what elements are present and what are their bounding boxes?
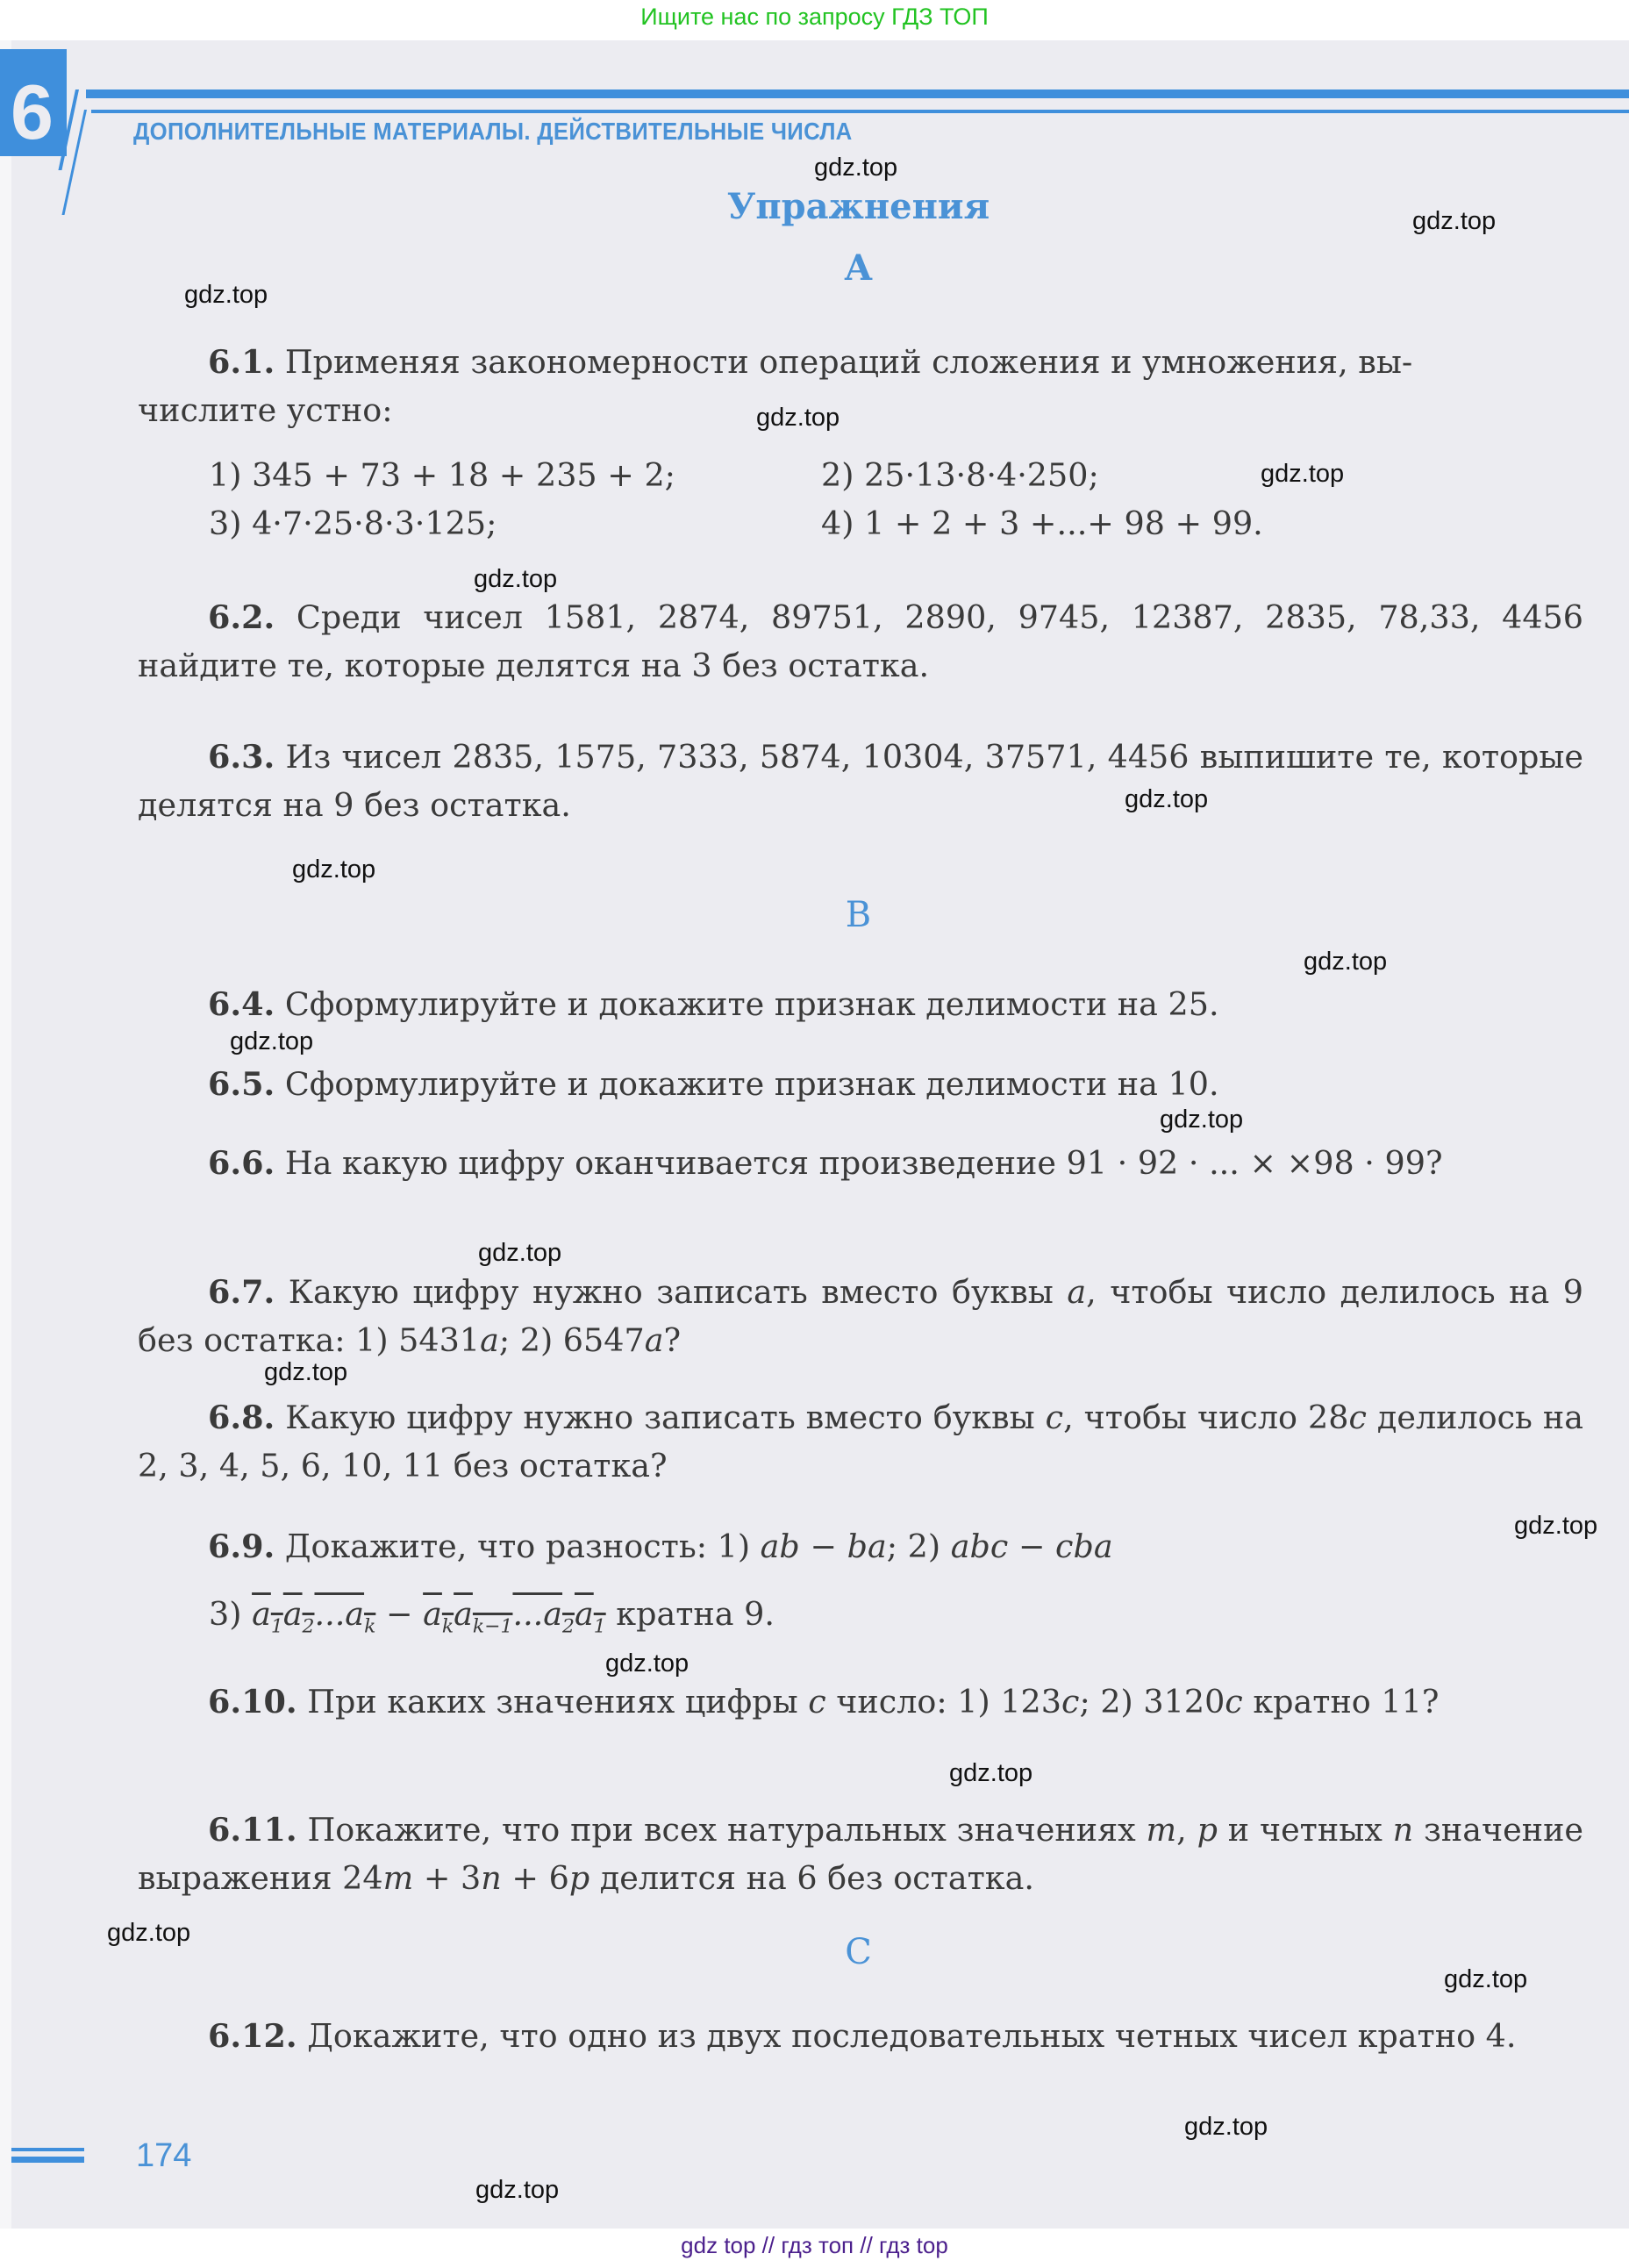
watermark: gdz.top bbox=[1184, 2113, 1268, 2141]
exercise-6-1-item-2: 2) 25·13·8·4·250; bbox=[821, 456, 1099, 494]
watermark: gdz.top bbox=[1514, 1512, 1598, 1540]
level-heading-a: A bbox=[844, 247, 873, 289]
exercise-text: , bbox=[1176, 1811, 1197, 1849]
exercise-text: Покажите, что при всех натуральных значениях bbox=[307, 1811, 1147, 1849]
exercise-number: 6.8. bbox=[208, 1399, 275, 1436]
exercise-6-1 bbox=[138, 338, 1583, 434]
top-banner[interactable] bbox=[0, 0, 1629, 40]
exercise-text: Сформулируйте и докажите признак делимости на 25. bbox=[284, 985, 1219, 1023]
number-a1-ak: $a_1a_2...a_k$ bbox=[252, 1595, 376, 1638]
chapter-number: 6 bbox=[11, 68, 54, 155]
variable: c bbox=[1348, 1399, 1367, 1436]
expression: abc − cba bbox=[950, 1528, 1113, 1565]
variable: m bbox=[382, 1859, 414, 1897]
watermark: gdz.top bbox=[475, 2176, 560, 2204]
expression: ab − ba bbox=[760, 1528, 887, 1565]
page-edge bbox=[0, 40, 11, 2229]
exercise-number: 6.6. bbox=[208, 1144, 275, 1182]
watermark: gdz.top bbox=[814, 154, 898, 182]
exercise-6-9-item-3: 3) $a_1a_2...a_k - a_ka_{k-1}...a_2a_1$ кратна 9. bbox=[209, 1595, 775, 1638]
exercise-6-12 bbox=[138, 2012, 1583, 2060]
exercise-text: числите устно: bbox=[138, 391, 393, 429]
variable: a bbox=[644, 1321, 664, 1359]
exercise-text: делилось на 2, 3, 4, 5, 6, 10, 11 без остатка? bbox=[138, 1399, 1583, 1485]
exercise-text: число: 1) 123 bbox=[825, 1683, 1061, 1721]
exercise-text: , чтобы число 28 bbox=[1063, 1399, 1349, 1436]
exercise-text: делится на 6 без остатка. bbox=[589, 1859, 1034, 1897]
exercise-text: Докажите, что одно из двух последовательных четных чисел кратно 4. bbox=[307, 2017, 1517, 2055]
watermark: gdz.top bbox=[1261, 460, 1345, 488]
watermark: gdz.top bbox=[264, 1358, 348, 1386]
chapter-number-badge bbox=[0, 49, 67, 156]
variable: n bbox=[481, 1859, 502, 1897]
header-rule-thin bbox=[91, 110, 1629, 113]
exercise-text: , чтобы число делилось на 9 без остатка: 1) 5431 bbox=[138, 1273, 1583, 1359]
page-number-rule bbox=[11, 2148, 84, 2151]
exercise-6-8 bbox=[138, 1393, 1583, 1490]
exercise-number: 6.3. bbox=[208, 738, 275, 776]
watermark: gdz.top bbox=[1412, 207, 1497, 235]
exercise-text: ; 2) 3120 bbox=[1079, 1683, 1225, 1721]
exercise-text: На какую цифру оканчивается произведение 91 · 92 · ... × ×98 · 99? bbox=[284, 1144, 1443, 1182]
exercise-text: Докажите, что разность: 1) bbox=[284, 1528, 761, 1565]
page-number-rule bbox=[11, 2157, 84, 2163]
exercise-text: кратна 9. bbox=[616, 1595, 775, 1633]
variable: c bbox=[808, 1683, 826, 1721]
exercise-6-2 bbox=[138, 593, 1583, 690]
exercise-number: 6.12. bbox=[208, 2017, 297, 2055]
variable: p bbox=[1197, 1811, 1218, 1849]
header-rule-thick bbox=[86, 89, 1629, 98]
variable: c bbox=[1061, 1683, 1080, 1721]
item-label: 3) bbox=[209, 1595, 242, 1633]
exercise-6-4 bbox=[138, 980, 1583, 1028]
variable: p bbox=[568, 1859, 590, 1897]
watermark: gdz.top bbox=[1160, 1105, 1244, 1134]
exercise-text: + 3 bbox=[413, 1859, 482, 1897]
page-number: 174 bbox=[136, 2137, 192, 2174]
watermark: gdz.top bbox=[292, 855, 376, 884]
exercise-6-1-item-4: 4) 1 + 2 + 3 +...+ 98 + 99. bbox=[821, 504, 1263, 542]
exercise-6-11 bbox=[138, 1806, 1583, 1902]
exercise-number: 6.1. bbox=[208, 343, 275, 381]
variable: a bbox=[480, 1321, 499, 1359]
variable: n bbox=[1392, 1811, 1414, 1849]
exercise-text: ? bbox=[663, 1321, 682, 1359]
number-ak-a1: $a_ka_{k-1}...a_2a_1$ bbox=[423, 1595, 606, 1638]
watermark: gdz.top bbox=[230, 1027, 314, 1055]
exercise-text: Какую цифру нужно записать вместо буквы bbox=[285, 1399, 1046, 1436]
exercise-6-10 bbox=[138, 1678, 1583, 1726]
exercise-text: Применяя закономерности операций сложения и умножения, вы- bbox=[284, 343, 1413, 381]
watermark: gdz.top bbox=[478, 1239, 562, 1267]
exercise-number: 6.10. bbox=[208, 1683, 297, 1721]
exercise-number: 6.2. bbox=[208, 598, 275, 636]
level-heading-c: C bbox=[845, 1932, 872, 1972]
exercise-6-1-item-1: 1) 345 + 73 + 18 + 235 + 2; bbox=[209, 456, 675, 494]
exercise-number: 6.9. bbox=[208, 1528, 275, 1565]
exercise-number: 6.5. bbox=[208, 1065, 275, 1103]
exercise-text: значение выражения 24 bbox=[138, 1811, 1584, 1897]
level-heading-b: B bbox=[845, 895, 872, 935]
watermark: gdz.top bbox=[1125, 785, 1209, 813]
footer-banner[interactable] bbox=[0, 2229, 1629, 2268]
exercise-text: кратно 11? bbox=[1242, 1683, 1440, 1721]
chapter-title: ДОПОЛНИТЕЛЬНЫЕ МАТЕРИАЛЫ. ДЕЙСТВИТЕЛЬНЫЕ ЧИСЛА bbox=[133, 118, 853, 145]
exercise-text: ; 2) 6547 bbox=[498, 1321, 645, 1359]
exercise-6-6 bbox=[138, 1139, 1583, 1187]
exercise-6-7 bbox=[138, 1268, 1583, 1364]
top-banner-link[interactable]: Ищите нас по запросу ГДЗ ТОП bbox=[640, 4, 989, 30]
exercise-text: Сформулируйте и докажите признак делимости на 10. bbox=[284, 1065, 1219, 1103]
exercise-text: ; 2) bbox=[886, 1528, 951, 1565]
exercise-text: Какую цифру нужно записать вместо буквы bbox=[288, 1273, 1068, 1311]
section-title: Упражнения bbox=[726, 186, 990, 227]
exercise-6-1-item-3: 3) 4·7·25·8·3·125; bbox=[209, 504, 497, 542]
variable: c bbox=[1225, 1683, 1243, 1721]
watermark: gdz.top bbox=[107, 1919, 191, 1947]
exercise-6-3 bbox=[138, 733, 1583, 829]
footer-link[interactable]: gdz top // гдз топ // гдз top bbox=[681, 2232, 948, 2258]
exercise-text: + 6 bbox=[501, 1859, 569, 1897]
exercise-number: 6.7. bbox=[208, 1273, 275, 1311]
watermark: gdz.top bbox=[605, 1649, 689, 1678]
watermark: gdz.top bbox=[756, 404, 840, 432]
watermark: gdz.top bbox=[1304, 948, 1388, 976]
exercise-text: Среди чисел 1581, 2874, 89751, 2890, 9745, 12387, 2835, 78,33, 4456 найдите те, которые делятся на 3 без остатка. bbox=[138, 598, 1583, 684]
exercise-6-9 bbox=[138, 1522, 1583, 1570]
watermark: gdz.top bbox=[474, 565, 558, 593]
watermark: gdz.top bbox=[949, 1759, 1033, 1787]
exercise-6-5 bbox=[138, 1060, 1583, 1108]
watermark: gdz.top bbox=[184, 281, 268, 309]
exercise-text: При каких значениях цифры bbox=[307, 1683, 809, 1721]
exercise-number: 6.11. bbox=[208, 1811, 297, 1849]
watermark: gdz.top bbox=[1444, 1965, 1528, 1993]
variable: m bbox=[1146, 1811, 1177, 1849]
exercise-text: и четных bbox=[1217, 1811, 1393, 1849]
variable: a bbox=[1067, 1273, 1087, 1311]
exercise-text: Из чисел 2835, 1575, 7333, 5874, 10304, 37571, 4456 выпишите те, которые делятся на 9 без остатка. bbox=[138, 738, 1584, 824]
exercise-number: 6.4. bbox=[208, 985, 275, 1023]
variable: c bbox=[1045, 1399, 1064, 1436]
